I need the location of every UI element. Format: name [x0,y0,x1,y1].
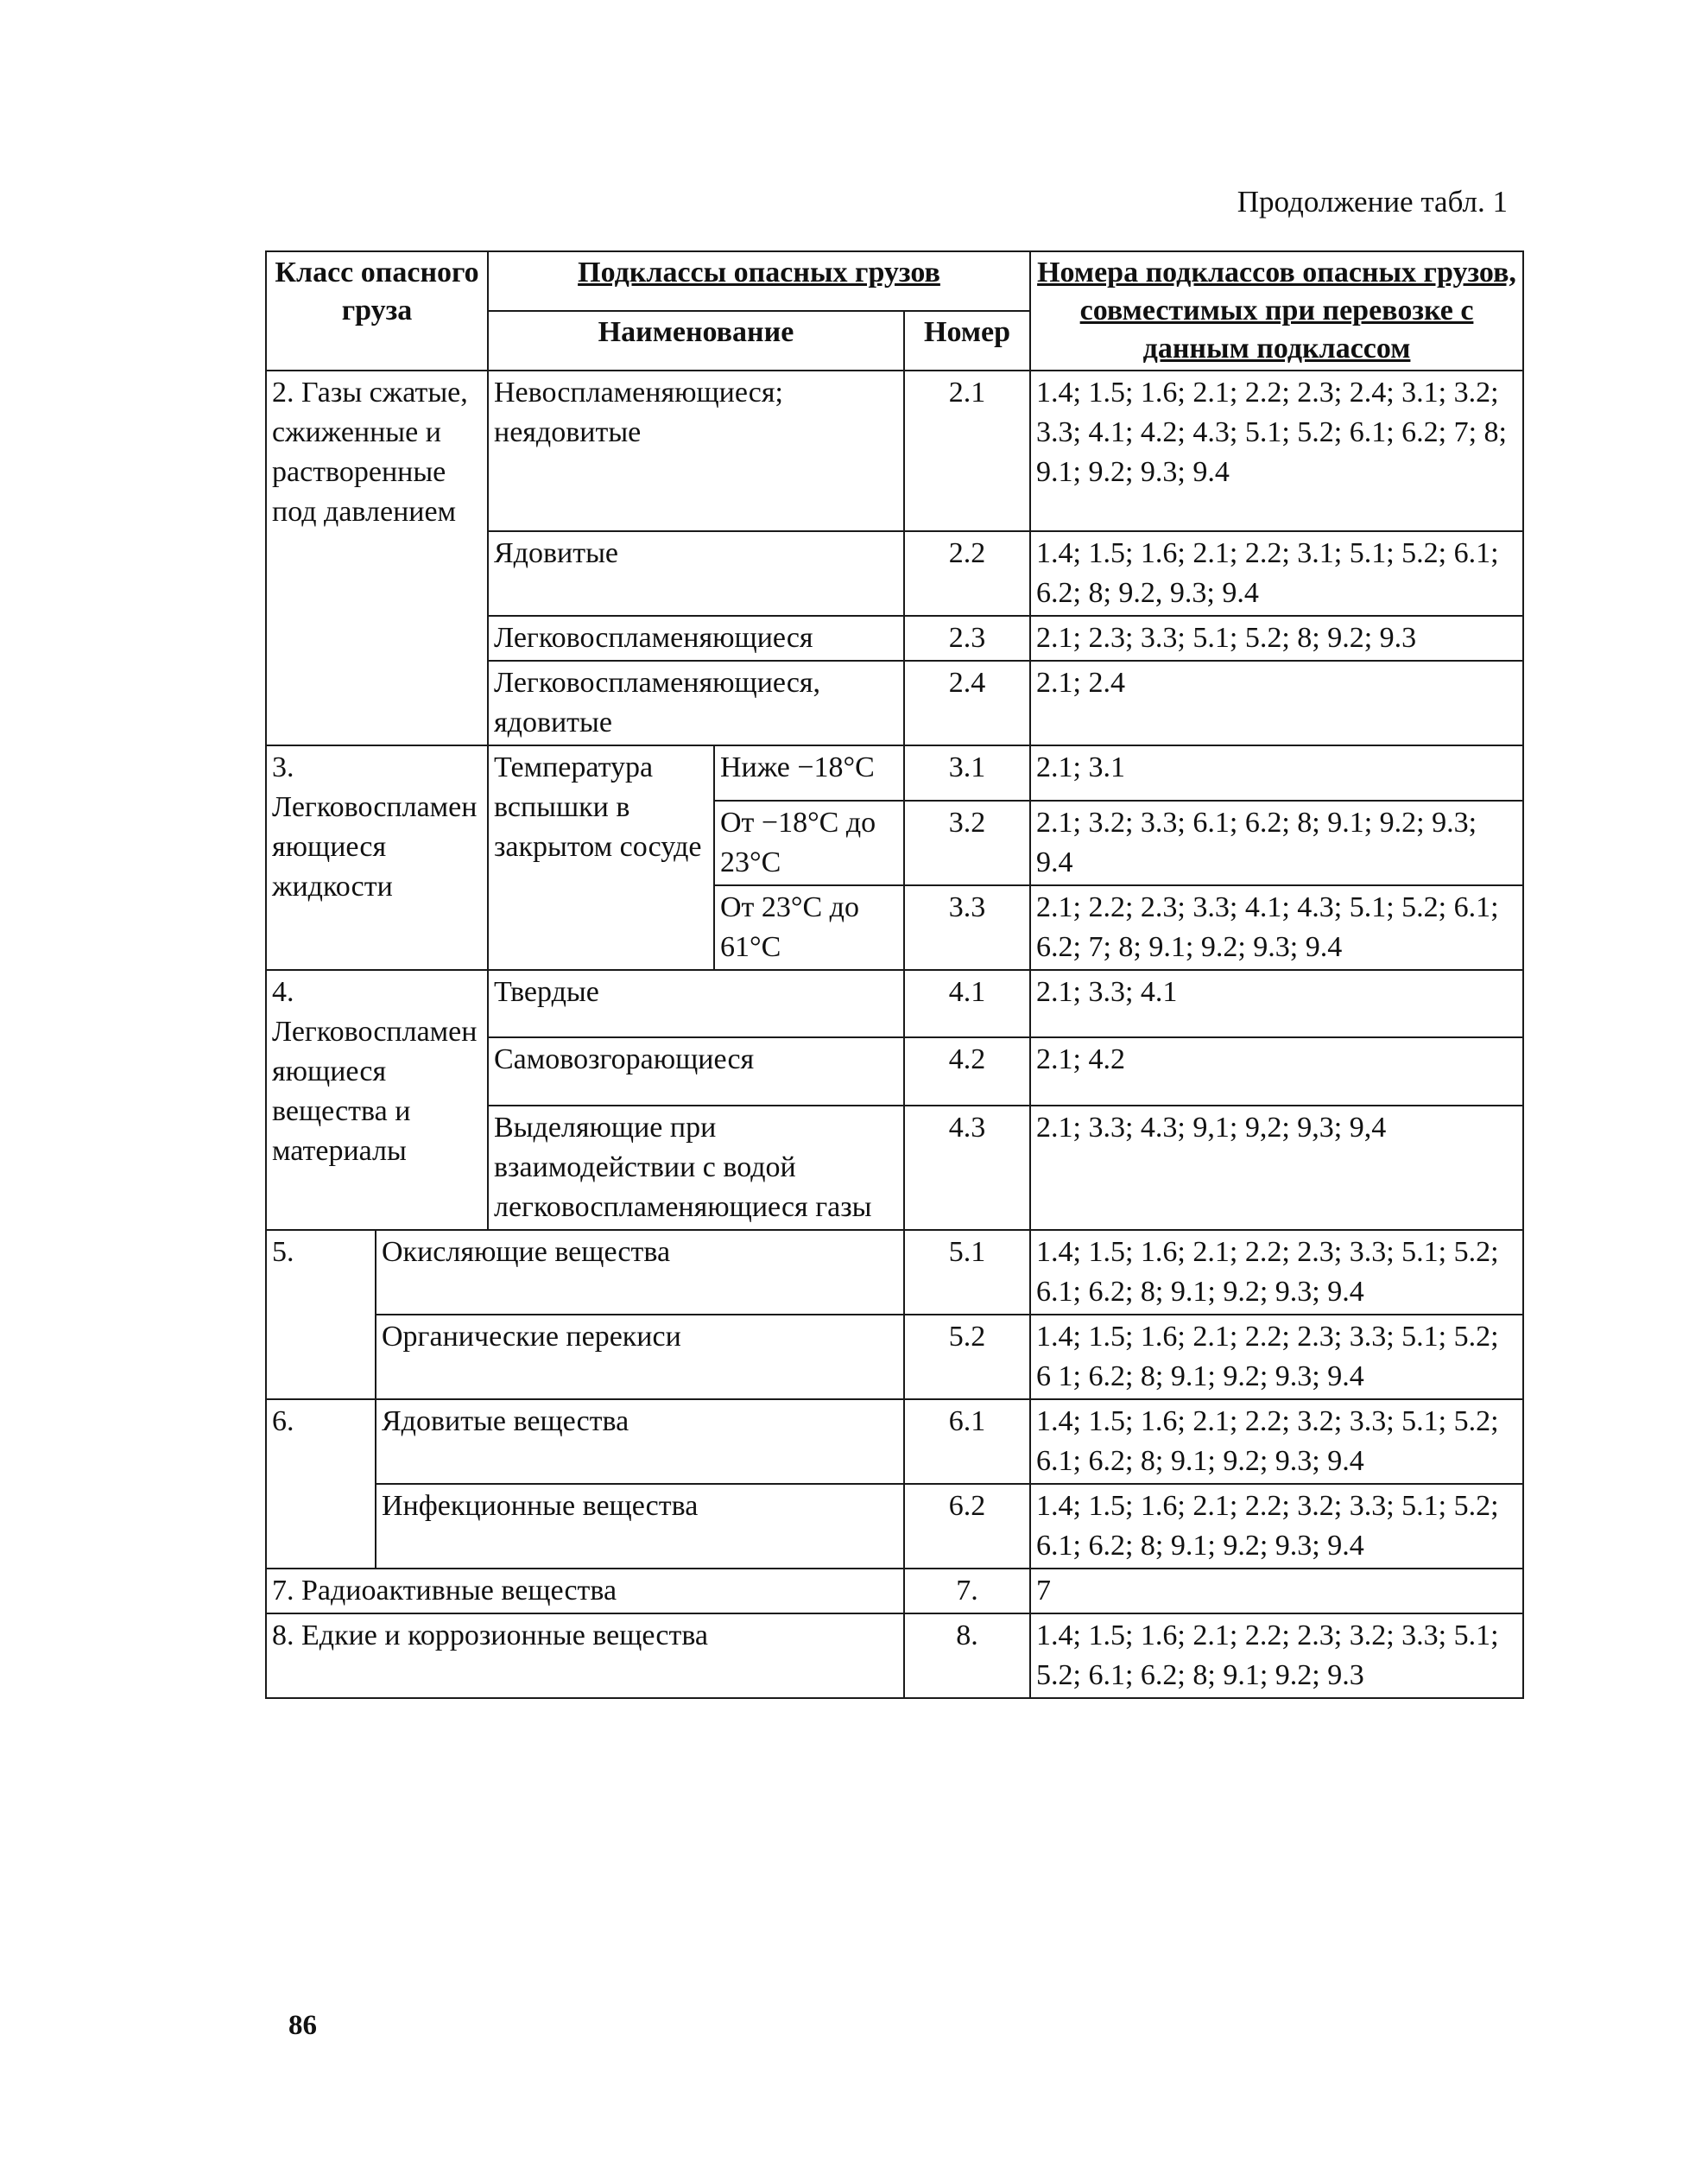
header-name: Наименование [488,311,904,371]
subclass-number: 3.3 [904,885,1030,970]
class-cell: 8. Едкие и коррозионные вещества [266,1613,904,1698]
page-number: 86 [288,2010,317,2041]
table-row [266,1315,1523,1399]
subclass-name: Температура вспышки в закрытом сосуде [488,745,714,970]
compatible-subclasses: 1.4; 1.5; 1.6; 2.1; 2.2; 3.2; 3.3; 5.1; 5.2; 6.1; 6.2; 8; 9.1; 9.2; 9.3; 9.4 [1030,1484,1523,1569]
table-row [266,1399,1523,1484]
header-class: Класс опасного груза [266,251,488,371]
class-cell: 6. [266,1399,376,1569]
compatible-subclasses: 1.4; 1.5; 1.6; 2.1; 2.2; 2.3; 3.2; 3.3; 5.1; 5.2; 6.1; 6.2; 8; 9.1; 9.2; 9.3 [1030,1613,1523,1698]
subclass-number: 5.1 [904,1230,1030,1315]
compatible-subclasses: 2.1; 3.3; 4.3; 9,1; 9,2; 9,3; 9,4 [1030,1106,1523,1230]
subclass-name: Ядовитые вещества [376,1399,904,1484]
subclass-number: 3.1 [904,745,1030,801]
compatible-subclasses: 1.4; 1.5; 1.6; 2.1; 2.2; 2.3; 3.3; 5.1; 5.2; 6 1; 6.2; 8; 9.1; 9.2; 9.3; 9.4 [1030,1315,1523,1399]
compatible-subclasses: 2.1; 2.3; 3.3; 5.1; 5.2; 8; 9.2; 9.3 [1030,616,1523,661]
subclass-name: Органические перекиси [376,1315,904,1399]
class-cell: 4. Легковоспламеняющиеся вещества и материалы [266,970,488,1230]
compatible-subclasses: 2.1; 2.4 [1030,661,1523,745]
table-row [266,745,1523,801]
flashpoint-range: Ниже −18°С [714,745,904,801]
header-compatible [1030,251,1523,371]
table-row [266,1484,1523,1569]
subclass-name: Выделяющие при взаимодействии с водой легковоспламеняющиеся газы [488,1106,904,1230]
flashpoint-range: От 23°С до 61°С [714,885,904,970]
subclass-number: 2.1 [904,371,1030,531]
subclass-number: 4.1 [904,970,1030,1037]
subclass-name: Легковоспламеняющиеся, ядовитые [488,661,904,745]
compatible-subclasses: 1.4; 1.5; 1.6; 2.1; 2.2; 2.3; 2.4; 3.1; 3.2; 3.3; 4.1; 4.2; 4.3; 5.1; 5.2; 6.1; 6.2; 7; 8; 9.1; 9.2; 9.3; 9.4 [1030,371,1523,531]
subclass-name: Ядовитые [488,531,904,616]
compatible-subclasses: 2.1; 3.2; 3.3; 6.1; 6.2; 8; 9.1; 9.2; 9.3; 9.4 [1030,801,1523,885]
subclass-name: Невоспламеняющиеся; неядовитые [488,371,904,531]
class-cell: 5. [266,1230,376,1399]
subclass-number: 4.2 [904,1037,1030,1106]
compatible-subclasses: 2.1; 3.3; 4.1 [1030,970,1523,1037]
header-subclasses-label: Подклассы опасных грузов [578,257,940,288]
flashpoint-range: От −18°С до 23°С [714,801,904,885]
table-continuation-caption: Продолжение табл. 1 [1237,185,1508,219]
compatible-subclasses: 2.1; 2.2; 2.3; 3.3; 4.1; 4.3; 5.1; 5.2; 6.1; 6.2; 7; 8; 9.1; 9.2; 9.3; 9.4 [1030,885,1523,970]
subclass-number: 5.2 [904,1315,1030,1399]
compatible-subclasses: 1.4; 1.5; 1.6; 2.1; 2.2; 2.3; 3.3; 5.1; 5.2; 6.1; 6.2; 8; 9.1; 9.2; 9.3; 9.4 [1030,1230,1523,1315]
compatible-subclasses: 7 [1030,1569,1523,1613]
table-row [266,1230,1523,1315]
subclass-name: Инфекционные вещества [376,1484,904,1569]
header-row [266,251,1523,311]
subclass-number: 2.3 [904,616,1030,661]
subclass-name: Легковоспламеняющиеся [488,616,904,661]
class-cell: 2. Газы сжатые, сжиженные и растворенные под давлением [266,371,488,745]
subclass-number: 6.2 [904,1484,1030,1569]
subclass-name: Самовозгорающиеся [488,1037,904,1106]
subclass-number: 2.2 [904,531,1030,616]
compatible-subclasses: 2.1; 4.2 [1030,1037,1523,1106]
compatible-subclasses: 1.4; 1.5; 1.6; 2.1; 2.2; 3.2; 3.3; 5.1; 5.2; 6.1; 6.2; 8; 9.1; 9.2; 9.3; 9.4 [1030,1399,1523,1484]
subclass-number: 8. [904,1613,1030,1698]
compatible-subclasses: 1.4; 1.5; 1.6; 2.1; 2.2; 3.1; 5.1; 5.2; 6.1; 6.2; 8; 9.2, 9.3; 9.4 [1030,531,1523,616]
header-subclasses [488,251,1030,311]
header-number: Номер [904,311,1030,371]
subclass-number: 2.4 [904,661,1030,745]
subclass-number: 4.3 [904,1106,1030,1230]
compatible-subclasses: 2.1; 3.1 [1030,745,1523,801]
table-row [266,1613,1523,1698]
subclass-number: 7. [904,1569,1030,1613]
table-row [266,1569,1523,1613]
subclass-number: 3.2 [904,801,1030,885]
class-cell: 7. Радиоактивные вещества [266,1569,904,1613]
table-row [266,371,1523,531]
subclass-number: 6.1 [904,1399,1030,1484]
subclass-name: Окисляющие вещества [376,1230,904,1315]
hazard-compatibility-table [265,250,1524,1699]
class-cell: 3. Легковоспламеняющиеся жидкости [266,745,488,970]
subclass-name: Твердые [488,970,904,1037]
table-row [266,970,1523,1037]
header-compatible-label: Номера подклассов опасных грузов, совместимых при перевозке с данным подклассом [1037,257,1516,364]
